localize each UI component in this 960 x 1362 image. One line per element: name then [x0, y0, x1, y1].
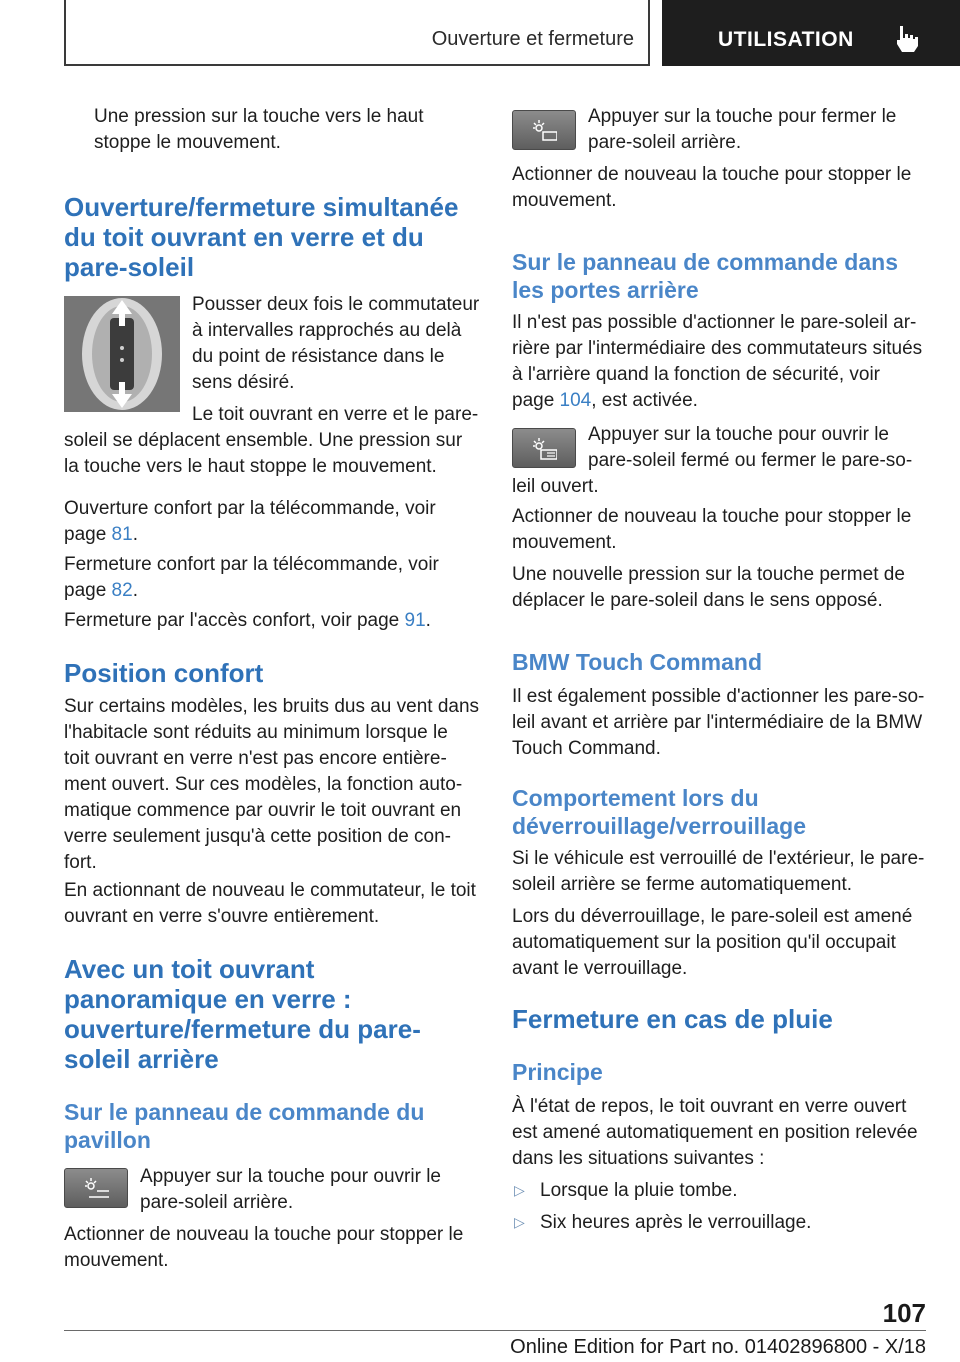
page-link-91[interactable]: 91 [404, 610, 426, 631]
open-comfort-line-2: page 81. [64, 524, 138, 545]
position-line-1: Sur certains modèles, les bruits dus au vent dans [64, 696, 480, 717]
heading-rain-closing: Fermeture en cas de pluie [512, 1004, 833, 1034]
opposite-line-2: déplacer le pare-soleil dans le sens opposé. [512, 590, 883, 611]
again-line-2: ouvrant en verre s'ouvre entièrement. [64, 906, 380, 927]
list-item-six-hours: Six heures après le verrouillage. [540, 1212, 812, 1233]
open-sunblind-line-2: pare-soleil arrière. [140, 1192, 294, 1213]
position-line-3: toit ouvrant en verre n'est pas encore entière- [64, 748, 447, 769]
rain-line-1: À l'état de repos, le toit ouvrant en verre ouvert [512, 1096, 907, 1117]
close-sunblind-line-1: Appuyer sur la touche pour fermer le [588, 106, 897, 127]
heading-rear-doors-1: Sur le panneau de commande dans [512, 249, 898, 275]
heading-simultaneous-2: du toit ouvrant en verre et du [64, 222, 424, 252]
unlock-line-3: avant le verrouillage. [512, 958, 688, 979]
push-line-1: Pousser deux fois le commutateur [192, 294, 480, 315]
rear-door-sunblind-button [512, 428, 576, 468]
open-comfort-line-1: Ouverture confort par la télécommande, voir [64, 498, 436, 519]
rear-sunblind-open-button [64, 1168, 128, 1208]
heading-locking-2: déverrouillage/verrouillage [512, 813, 807, 839]
rain-line-2: est amené automatiquement en position relevée [512, 1122, 918, 1143]
position-line-4: ment ouvert. Sur ces modèles, la fonction auto- [64, 774, 463, 795]
move-line-1: Le toit ouvrant en verre et le pare- [192, 404, 479, 425]
footer-edition: Online Edition for Part no. 01402896800 - X/18 [510, 1336, 926, 1358]
door-button-line-1: Appuyer sur la touche pour ouvrir le [588, 424, 889, 445]
position-line-5: matique commence par ouvrir le toit ouvrant en [64, 800, 462, 821]
header-section-box [64, 0, 650, 66]
again-line-1: En actionnant de nouveau le commutateur, le toit [64, 880, 476, 901]
heading-panoramic-1: Avec un toit ouvrant [64, 954, 315, 984]
heading-simultaneous-3: pare-soleil [64, 252, 195, 282]
heading-panoramic-2: panoramique en verre : [64, 984, 352, 1014]
page-link-104[interactable]: 104 [559, 390, 592, 411]
door-button-line-3: leil ouvert. [512, 476, 599, 497]
door-button-line-2: pare-soleil fermé ou fermer le pare-so- [588, 450, 913, 471]
comfort-access-line: Fermeture par l'accès confort, voir page 91. [64, 610, 431, 631]
intro-line-1: Une pression sur la touche vers le haut [94, 106, 424, 127]
chapter-title: UTILISATION [718, 28, 854, 51]
rain-line-3: dans les situations suivantes : [512, 1148, 765, 1169]
stop-line-1: Actionner de nouveau la touche pour stopper le [512, 164, 912, 185]
intro-line-2: stoppe le mouvement. [94, 132, 281, 153]
position-line-7: fort. [64, 852, 97, 873]
page-link-81[interactable]: 81 [111, 524, 133, 545]
heading-simultaneous-1: Ouverture/fermeture simultanée [64, 192, 459, 222]
close-sunblind-line-2: pare-soleil arrière. [588, 132, 742, 153]
stop-line-1: Actionner de nouveau la touche pour stopper le [64, 1224, 464, 1245]
page-link-82[interactable]: 82 [111, 580, 133, 601]
stop-line-2: mouvement. [512, 190, 617, 211]
opposite-line-1: Une nouvelle pression sur la touche permet de [512, 564, 905, 585]
stop2-line-2: mouvement. [512, 532, 617, 553]
heading-roof-panel-1: Sur le panneau de commande du [64, 1099, 425, 1125]
doors-line-4: page 104, est activée. [512, 390, 698, 411]
move-line-2: soleil se déplacent ensemble. Une pression sur [64, 430, 463, 451]
bullet-triangle-icon: ▷ [514, 1182, 525, 1198]
heading-panoramic-4: soleil arrière [64, 1044, 219, 1074]
stop-line-2: mouvement. [64, 1250, 169, 1271]
bmw-line-2: leil avant et arrière par l'intermédiaire de la BMW [512, 712, 923, 733]
bmw-line-3: Touch Command. [512, 738, 661, 759]
heading-roof-panel-2: pavillon [64, 1127, 151, 1153]
footer-divider [64, 1330, 926, 1331]
header-chapter-box [662, 0, 960, 66]
close-comfort-line-1: Fermeture confort par la télécommande, voir [64, 554, 439, 575]
open-sunblind-line-1: Appuyer sur la touche pour ouvrir le [140, 1166, 441, 1187]
unlock-line-2: automatiquement sur la position qu'il occupait [512, 932, 896, 953]
heading-locking-1: Comportement lors du [512, 785, 759, 811]
sunblind-open-icon [85, 1177, 109, 1201]
page-number: 107 [882, 1298, 926, 1328]
list-item-rain: Lorsque la pluie tombe. [540, 1180, 738, 1201]
heading-rear-doors-2: les portes arrière [512, 277, 699, 303]
move-line-3: la touche vers le haut stoppe le mouvement. [64, 456, 437, 477]
heading-principe: Principe [512, 1059, 603, 1085]
lock-line-1: Si le véhicule est verrouillé de l'extérieur, le pare- [512, 848, 925, 869]
position-line-6: verre seulement jusqu'à cette position de con- [64, 826, 452, 847]
rear-sunblind-close-button [512, 110, 576, 150]
roof-switch-icon [64, 296, 180, 412]
doors-line-3: à l'arrière quand la fonction de sécurité, voir [512, 364, 880, 385]
bmw-line-1: Il est également possible d'actionner les pare-so- [512, 686, 925, 707]
doors-line-1: Il n'est pas possible d'actionner le pare-soleil ar- [512, 312, 917, 333]
close-comfort-line-2: page 82. [64, 580, 138, 601]
bullet-triangle-icon: ▷ [514, 1214, 525, 1230]
doors-line-2: rière par l'intermédiaire des commutateurs situés [512, 338, 923, 359]
heading-position-confort: Position confort [64, 658, 264, 688]
door-sunblind-icon [533, 437, 557, 461]
stop2-line-1: Actionner de nouveau la touche pour stopper le [512, 506, 912, 527]
push-line-4: sens désiré. [192, 372, 295, 393]
sunblind-close-icon [533, 119, 557, 143]
push-line-2: à intervalles rapprochés au delà [192, 320, 462, 341]
heading-panoramic-3: ouverture/fermeture du pare- [64, 1014, 421, 1044]
roof-switch-image [64, 296, 180, 412]
position-line-2: l'habitacle sont réduits au minimum lorsque le [64, 722, 448, 743]
unlock-line-1: Lors du déverrouillage, le pare-soleil est amené [512, 906, 913, 927]
lock-line-2: soleil arrière se ferme automatiquement. [512, 874, 853, 895]
push-line-3: du point de résistance dans le [192, 346, 445, 367]
section-title: Ouverture et fermeture [431, 28, 634, 50]
heading-bmw-touch-command: BMW Touch Command [512, 649, 762, 675]
pointing-hand-icon [894, 24, 920, 54]
